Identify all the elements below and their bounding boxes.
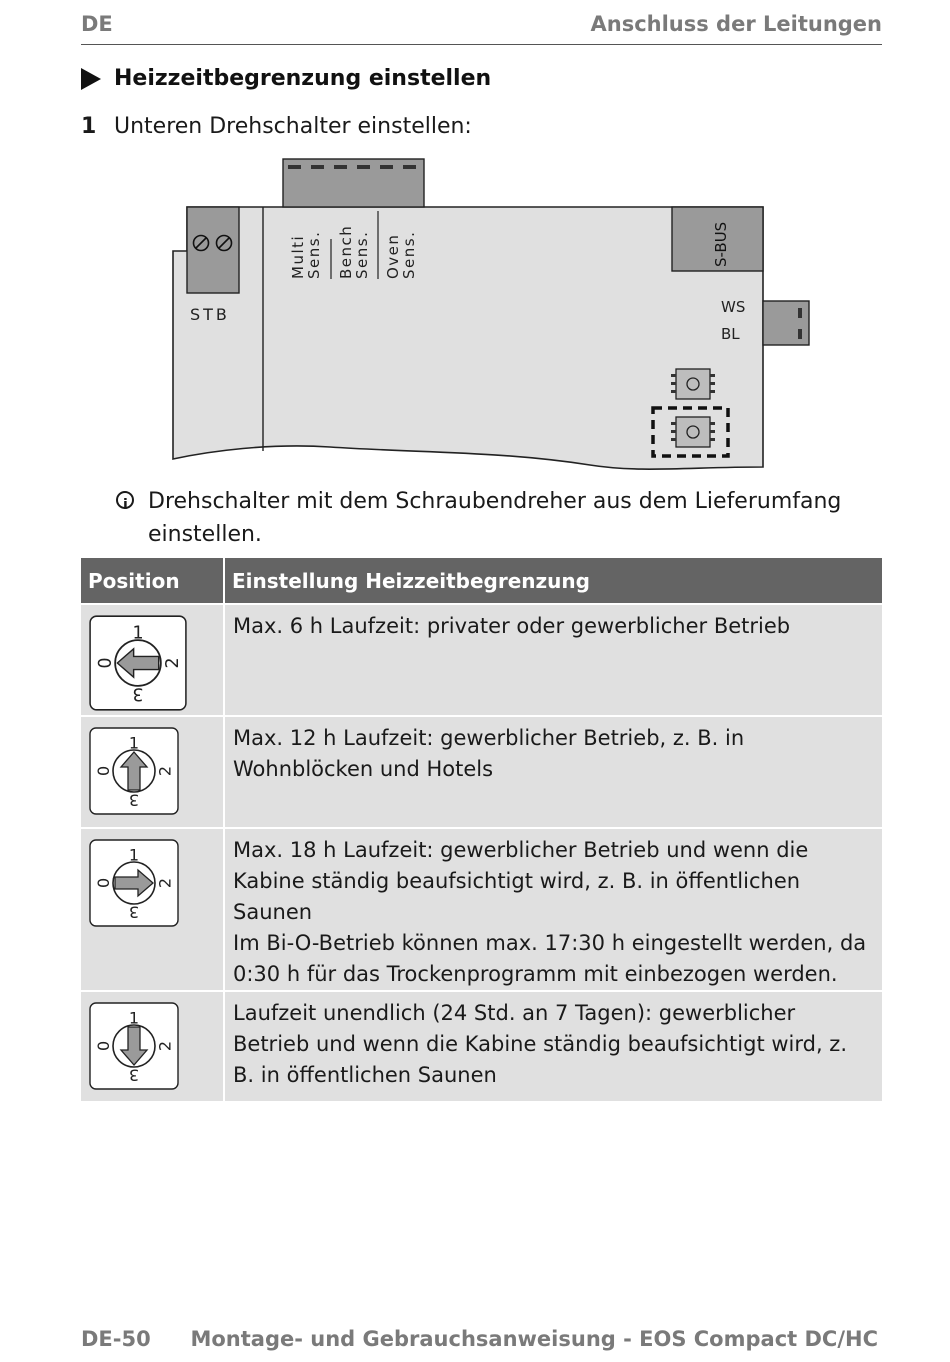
table-row bbox=[81, 716, 882, 828]
info-text: Drehschalter mit dem Schraubendreher aus dem Lieferumfang einstellen. bbox=[148, 489, 842, 547]
upper-rotary-switch bbox=[671, 369, 715, 399]
position-cell bbox=[81, 991, 224, 1101]
lower-rotary-switch bbox=[671, 417, 715, 447]
dial-label-2: 2 bbox=[162, 657, 183, 669]
dial-label-1: 1 bbox=[128, 845, 140, 865]
setting-text: Laufzeit unendlich (24 Std. an 7 Tagen): gewerblicher Betrieb und wenn die Kabine ständig beaufsichtigt wird, z. B. in öffentlichen Saunen bbox=[233, 1001, 848, 1087]
table-row bbox=[81, 991, 882, 1101]
triangle-bullet-icon bbox=[81, 68, 101, 90]
column-header-setting: Einstellung Heizzeitbegrenzung bbox=[224, 558, 882, 604]
setting-text: Im Bi-O-Betrieb können max. 17:30 h eingestellt werden, da 0:30 h für das Trockenprogramm mit einbezogen werden. bbox=[233, 931, 867, 986]
multi-label: Multi bbox=[289, 234, 307, 279]
dial-label-3: 3 bbox=[128, 902, 140, 922]
dial-label-0: 0 bbox=[93, 657, 114, 669]
footer-page-number: DE-50 bbox=[81, 1327, 151, 1351]
dial-label-3: 3 bbox=[128, 1065, 140, 1085]
setting-cell bbox=[224, 716, 882, 828]
rotary-dial-up-icon bbox=[89, 727, 179, 815]
setting-cell bbox=[224, 991, 882, 1101]
dial-label-3: 3 bbox=[128, 790, 140, 810]
position-cell bbox=[81, 716, 224, 828]
table-header-row bbox=[81, 558, 882, 604]
stb-terminal bbox=[187, 207, 239, 293]
step-1 bbox=[81, 114, 472, 139]
header-section-title: Anschluss der Leitungen bbox=[590, 12, 882, 36]
control-board-diagram bbox=[170, 155, 820, 475]
position-cell bbox=[81, 828, 224, 991]
setting-text: Max. 6 h Laufzeit: privater oder gewerblicher Betrieb bbox=[233, 614, 791, 638]
step-text: Unteren Drehschalter einstellen: bbox=[114, 114, 472, 139]
settings-table bbox=[81, 558, 882, 1101]
oven-label: Oven bbox=[384, 233, 402, 279]
rotary-dial-right-icon bbox=[89, 839, 179, 927]
ws-label: WS bbox=[721, 298, 746, 316]
info-note bbox=[116, 485, 876, 551]
dial-label-2: 2 bbox=[155, 765, 175, 777]
rotary-dial-left-icon bbox=[89, 615, 187, 711]
table-row bbox=[81, 604, 882, 716]
section-heading bbox=[81, 66, 491, 91]
setting-cell bbox=[224, 604, 882, 716]
section-heading-text: Heizzeitbegrenzung einstellen bbox=[114, 66, 492, 91]
stb-label: STB bbox=[190, 305, 230, 324]
dial-label-2: 2 bbox=[155, 877, 175, 889]
dial-label-1: 1 bbox=[132, 623, 144, 644]
bench-sens-label: Sens. bbox=[353, 230, 371, 279]
step-number: 1 bbox=[81, 114, 97, 139]
header-rule bbox=[81, 44, 882, 45]
setting-text: Max. 18 h Laufzeit: gewerblicher Betrieb und wenn die Kabine ständig beaufsichtigt wird, z. B. in öffentlichen Saunen bbox=[233, 838, 809, 924]
header-lang: DE bbox=[81, 12, 113, 36]
setting-cell bbox=[224, 828, 882, 991]
multi-sens-label: Sens. bbox=[305, 230, 323, 279]
dial-label-0: 0 bbox=[93, 1040, 113, 1052]
column-header-position: Position bbox=[81, 558, 224, 604]
footer-title: Montage- und Gebrauchsanweisung - EOS Compact DC/HC bbox=[190, 1327, 878, 1351]
dial-label-0: 0 bbox=[93, 765, 113, 777]
bl-label: BL bbox=[721, 325, 740, 343]
ws-bl-connector bbox=[763, 301, 809, 345]
rotary-dial-down-icon bbox=[89, 1002, 179, 1090]
dial-label-1: 1 bbox=[128, 1008, 140, 1028]
top-connector bbox=[283, 159, 424, 207]
setting-text: Max. 12 h Laufzeit: gewerblicher Betrieb, z. B. in Wohnblöcken und Hotels bbox=[233, 726, 745, 781]
sbus-label: S-BUS bbox=[712, 221, 730, 267]
dial-label-3: 3 bbox=[132, 683, 144, 704]
dial-label-2: 2 bbox=[155, 1040, 175, 1052]
info-icon bbox=[116, 491, 134, 509]
oven-sens-label: Sens. bbox=[400, 230, 418, 279]
table-row bbox=[81, 828, 882, 991]
dial-label-1: 1 bbox=[128, 733, 140, 753]
position-cell bbox=[81, 604, 224, 716]
dial-label-0: 0 bbox=[93, 877, 113, 889]
bench-label: Bench bbox=[337, 224, 355, 279]
